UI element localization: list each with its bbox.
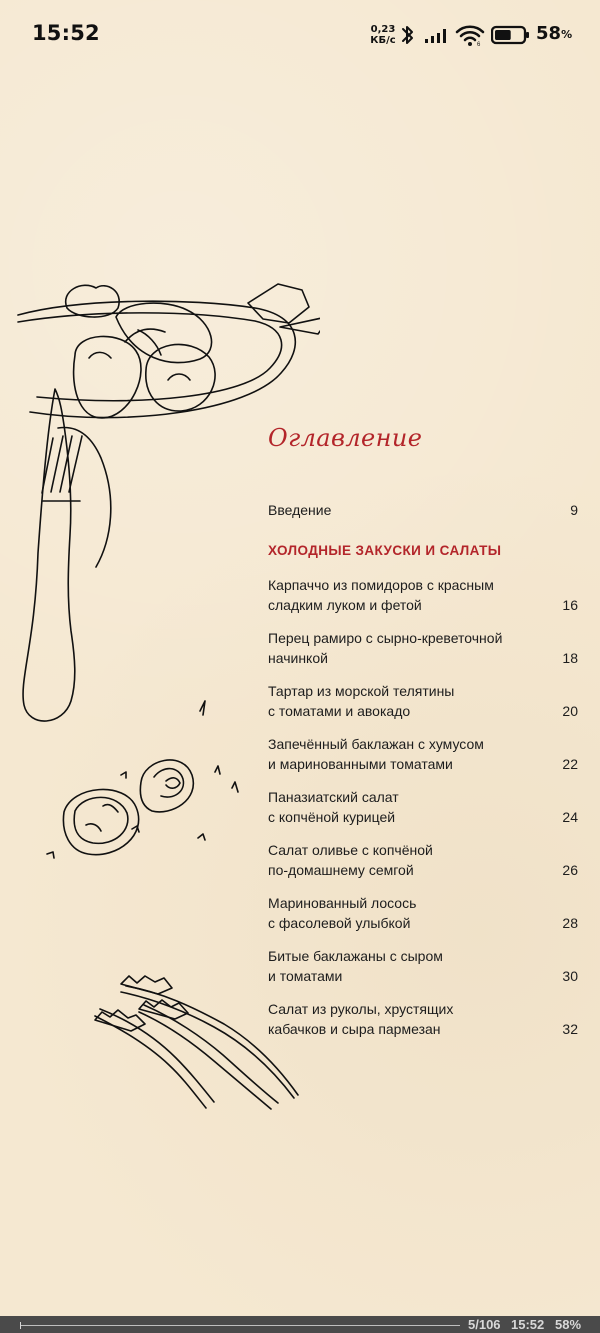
battery-icon [491, 25, 531, 45]
toc-entry-title: Тартар из морской телятины с томатами и авокадо [268, 683, 455, 719]
reader-progress-marker [20, 1322, 42, 1329]
toc-entry[interactable] [268, 893, 578, 933]
battery-percent-symbol: % [561, 28, 573, 41]
toc-page-number: 16 [562, 597, 578, 613]
toc-entry-title: Паназиатский салат с копчёной курицей [268, 789, 399, 825]
toc-entry[interactable] [268, 946, 578, 986]
toc-page-number: 22 [562, 756, 578, 772]
asparagus-3 [139, 1012, 271, 1109]
toc-entry-title: Маринованный лосось с фасолевой улыбкой [268, 895, 417, 931]
battery-percent-value: 58 [536, 23, 562, 44]
toc-entry[interactable] [268, 681, 578, 721]
toc-section-heading[interactable]: ХОЛОДНЫЕ ЗАКУСКИ И САЛАТЫ [268, 543, 502, 558]
table-of-contents [268, 500, 578, 1052]
status-time: 15:52 [32, 21, 100, 45]
toc-entry[interactable] [268, 787, 578, 827]
status-bar [0, 0, 600, 70]
reader-progress-percent: 58% [555, 1317, 582, 1332]
fork-handle [23, 389, 75, 721]
reader-progress-track[interactable] [20, 1325, 460, 1326]
reader-time: 15:52 [511, 1317, 545, 1332]
toc-entry[interactable] [268, 734, 578, 774]
toc-entry-title: Битые баклажаны с сыром и томатами [268, 948, 443, 984]
svg-text:6: 6 [477, 42, 481, 48]
basil-top [66, 285, 120, 317]
toc-entry-title: Карпаччо из помидоров с красным сладким луком и фетой [268, 577, 494, 613]
toc-entry-title: Перец рамиро с сырно-креветочной начинкой [268, 630, 503, 666]
tomato-left [74, 336, 141, 418]
toc-entry-title: Салат из руколы, хрустящих кабачков и сыра пармезан [268, 1001, 454, 1037]
network-speed [368, 24, 398, 46]
toc-page-number: 28 [562, 915, 578, 931]
network-speed-unit: КБ/с [370, 35, 396, 46]
toc-page-number: 24 [562, 809, 578, 825]
toc-entry-introduction[interactable] [268, 500, 578, 520]
toc-entry-title: Салат оливье с копчёной по-домашнему семгой [268, 842, 433, 878]
network-speed-value: 0,23 [370, 24, 396, 35]
toc-entry[interactable] [268, 840, 578, 880]
toc-page-number: 32 [562, 1021, 578, 1037]
toc-page-number: 9 [570, 502, 578, 518]
toc-page-number: 20 [562, 703, 578, 719]
toc-page-number: 26 [562, 862, 578, 878]
toc-page-number: 30 [562, 968, 578, 984]
tomato-back [116, 303, 212, 362]
tomato-right [146, 344, 215, 411]
toc-entry[interactable] [268, 575, 578, 615]
toc-entry[interactable] [268, 999, 578, 1039]
cheese-chunks [248, 284, 309, 323]
battery-percent [536, 23, 572, 44]
bluetooth-icon [400, 24, 416, 46]
toc-entry[interactable] [268, 628, 578, 668]
wifi-icon [455, 24, 485, 48]
toc-title: Оглавление [268, 424, 423, 452]
toc-entry-title: Введение [268, 502, 332, 518]
toc-entry-title: Запечённый баклажан с хумусом и маринованными томатами [268, 736, 484, 772]
reader-page-indicator: 5/106 [468, 1317, 501, 1332]
signal-icon [424, 28, 450, 44]
toc-page-number: 18 [562, 650, 578, 666]
